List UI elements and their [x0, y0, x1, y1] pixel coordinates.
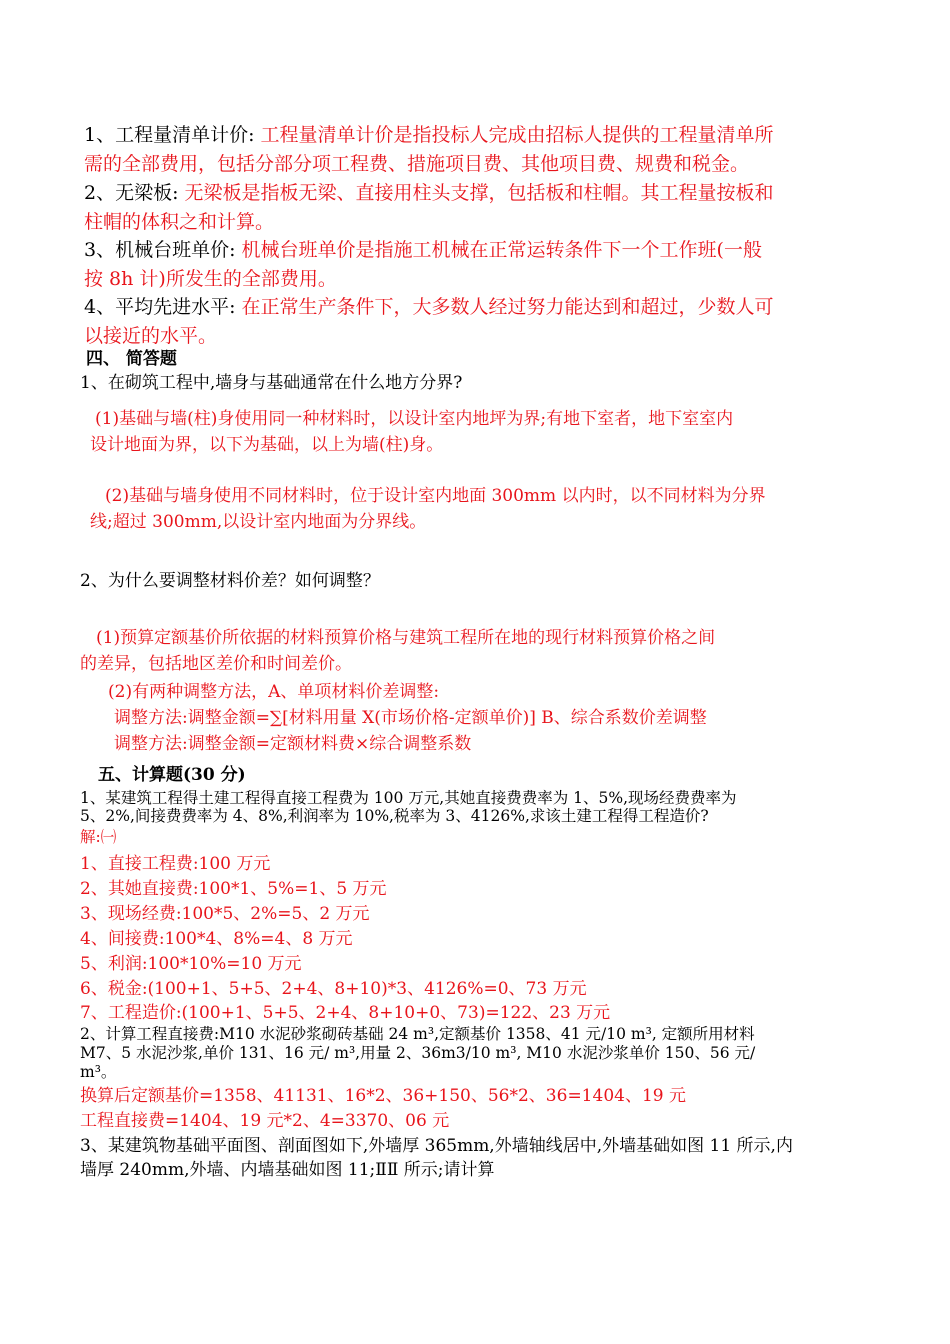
definition-1-line-1	[84, 126, 774, 145]
definition-2-line-2: 柱帽的体积之和计算。	[84, 211, 275, 233]
definition-3-line-1	[84, 241, 762, 260]
problem-1-line-2: 5、2%,间接费费率为 4、8%,利润率为 10%,税率为 3、4126%,求该土建工程得工程造价?	[80, 807, 709, 825]
solution-step: 5、利润:100*10%=10 万元	[80, 954, 302, 974]
definition-3-text: 机械台班单价是指施工机械在正常运转条件下一个工作班(一般	[241, 239, 762, 261]
solution-step: 2、其她直接费:100*1、5%=1、5 万元	[80, 879, 387, 899]
definition-2-line-1	[84, 184, 774, 203]
solution-step: 4、间接费:100*4、8%=4、8 万元	[80, 929, 353, 949]
question-2-answer-1-line-1: (1)预算定额基价所依据的材料预算价格与建筑工程所在地的现行材料预算价格之间	[96, 628, 716, 648]
question-1-answer-1-line-2: 设计地面为界，以下为基础，以上为墙(柱)身。	[90, 435, 444, 455]
question-1-answer-2-line-2: 线;超过 300mm,以设计室内地面为分界线。	[90, 512, 427, 532]
definition-2-term: 2、无梁板:	[84, 182, 179, 204]
definition-4-line-2: 以接近的水平。	[84, 325, 218, 347]
question-2-answer-2: (2)有两种调整方法，A、单项材料价差调整:	[108, 682, 440, 702]
section-4-heading: 四、 简答题	[86, 349, 177, 369]
definition-4-line-1	[84, 298, 774, 317]
problem-2-answer-2: 工程直接费=1404、19 元*2、4=3370、06 元	[80, 1111, 450, 1131]
question-2-answer-4: 调整方法:调整金额=定额材料费×综合调整系数	[114, 734, 472, 754]
question-2-answer-1-line-2: 的差异，包括地区差价和时间差价。	[80, 654, 352, 674]
question-1-answer-2-line-1: (2)基础与墙身使用不同材料时，位于设计室内地面 300mm 以内时，以不同材料为分界	[105, 486, 766, 506]
solution-step: 3、现场经费:100*5、2%=5、2 万元	[80, 904, 370, 924]
definition-2-text: 无梁板是指板无梁、直接用柱头支撑，包括板和柱帽。其工程量按板和	[184, 182, 774, 204]
definition-3-line-2: 按 8h 计)所发生的全部费用。	[84, 268, 337, 290]
definition-1-line-2: 需的全部费用，包括分部分项工程费、措施项目费、其他项目费、规费和税金。	[84, 153, 750, 175]
problem-2-line-3: m³。	[80, 1063, 117, 1081]
solution-step: 7、工程造价:(100+1、5+5、2+4、8+10+0、73)=122、23 万元	[80, 1003, 611, 1023]
definition-4-text: 在正常生产条件下，大多数人经过努力能达到和超过，少数人可	[241, 296, 774, 318]
solution-step: 6、税金:(100+1、5+5、2+4、8+10)*3、4126%=0、73 万元	[80, 979, 587, 999]
solution-step: 1、直接工程费:100 万元	[80, 854, 271, 874]
question-2-answer-3: 调整方法:调整金额=∑[材料用量 X(市场价格-定额单价)] B、综合系数价差调整	[114, 708, 707, 728]
definition-1-text: 工程量清单计价是指投标人完成由招标人提供的工程量清单所	[260, 124, 774, 146]
problem-3-line-1: 3、某建筑物基础平面图、剖面图如下,外墙厚 365mm,外墙轴线居中,外墙基础如图 11 所示,内	[80, 1136, 793, 1156]
question-1-answer-1-line-1: (1)基础与墙(柱)身使用同一种材料时，以设计室内地坪为界;有地下室者，地下室室内	[95, 409, 734, 429]
problem-1-line-1: 1、某建筑工程得土建工程得直接工程费为 100 万元,其她直接费费率为 1、5%,现场经费费率为	[80, 789, 737, 807]
question-1: 1、在砌筑工程中,墙身与基础通常在什么地方分界?	[80, 373, 463, 393]
definition-3-term: 3、机械台班单价:	[84, 239, 236, 261]
definition-4-term: 4、平均先进水平:	[84, 296, 236, 318]
problem-3-line-2: 墙厚 240mm,外墙、内墙基础如图 11;ⅡⅡ 所示;请计算	[80, 1160, 495, 1180]
section-5-heading: 五、计算题(30 分)	[98, 765, 246, 785]
problem-2-answer-1: 换算后定额基价=1358、41131、16*2、36+150、56*2、36=1404、19 元	[80, 1086, 686, 1106]
problem-2-line-2: M7、5 水泥沙浆,单价 131、16 元/ m³,用量 2、36m3/10 m³, M10 水泥沙浆单价 150、56 元/	[80, 1044, 756, 1062]
question-2: 2、为什么要调整材料价差？如何调整？	[80, 571, 380, 591]
solution-label: 解:㈠	[80, 828, 117, 846]
definition-1-term: 1、工程量清单计价:	[84, 124, 255, 146]
problem-2-line-1: 2、计算工程直接费:M10 水泥砂浆砌砖基础 24 m³,定额基价 1358、41 元/10 m³, 定额所用材料	[80, 1025, 755, 1043]
